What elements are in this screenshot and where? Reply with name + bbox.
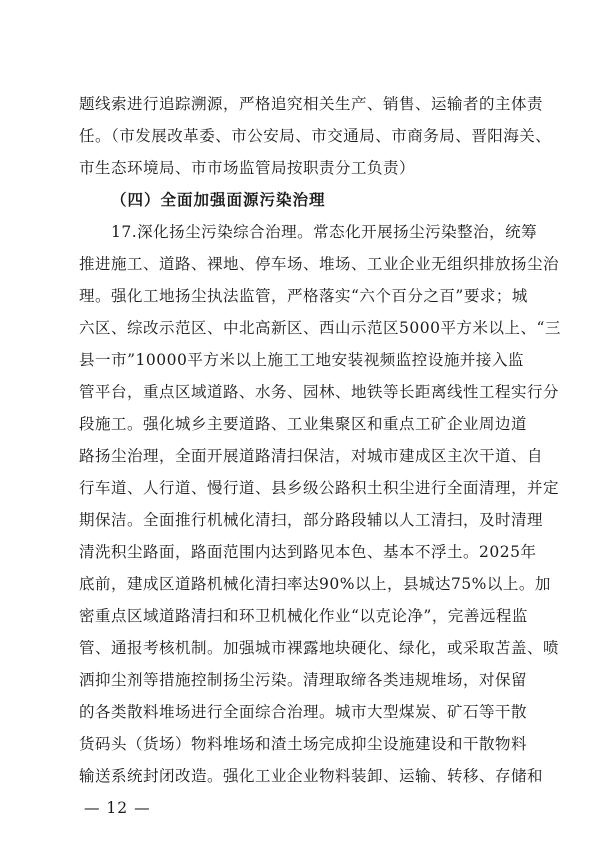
text-line-8: 六区、综改示范区、中北高新区、西山示范区5000平方米以上、“三 <box>79 319 561 337</box>
text-line-18: 管、通报考核机制。加强城市裸露地块硬化、绿化，或采取苫盖、喷 <box>79 639 560 657</box>
text-line-14: 期保洁。全面推行机械化清扫，部分路段辅以人工清扫，及时清理 <box>79 511 544 529</box>
text-line-20: 的各类散料堆场进行全面综合治理。城市大型煤炭、矿石等干散 <box>79 703 528 721</box>
paragraph-start-line: 17.深化扬尘污染综合治理。常态化开展扬尘污染整治，统筹 <box>111 223 538 241</box>
text-line-9: 县一市”10000平方米以上施工工地安装视频监控设施并接入监 <box>79 351 524 369</box>
text-line-21: 货码头（货场）物料堆场和渣土场完成抑尘设施建设和干散物料 <box>79 735 528 753</box>
text-line-15: 清洗积尘路面，路面范围内达到路见本色、基本不浮土。2025年 <box>79 543 537 561</box>
text-line-2: 任。（市发展改革委、市公安局、市交通局、市商务局、晋阳海关、 <box>79 127 552 145</box>
text-line-16: 底前，建成区道路机械化清扫率达90%以上，县城达75%以上。加 <box>79 575 551 593</box>
text-line-7: 理。强化工地扬尘执法监管，严格落实“六个百分之百”要求；城 <box>79 287 528 305</box>
text-line-3: 市生态环境局、市市场监管局按职责分工负责） <box>79 159 416 177</box>
page-number: — 12 — <box>84 799 151 817</box>
text-line-22: 输送系统封闭改造。强化工业企业物料装卸、运输、转移、存储和 <box>79 767 544 785</box>
section-heading: （四）全面加强面源污染治理 <box>111 191 326 209</box>
text-line-1: 题线索进行追踪溯源，严格追究相关生产、销售、运输者的主体责 <box>79 95 544 113</box>
text-line-6: 推进施工、道路、裸地、停车场、堆场、工业企业无组织排放扬尘治 <box>79 255 560 273</box>
text-line-12: 路扬尘治理，全面开展道路清扫保洁，对城市建成区主次干道、自 <box>79 447 544 465</box>
text-line-17: 密重点区域道路清扫和环卫机械化作业“以克论净”，完善远程监 <box>79 607 528 625</box>
text-line-13: 行车道、人行道、慢行道、县乡级公路积土积尘进行全面清理，并定 <box>79 479 560 497</box>
text-line-19: 洒抑尘剂等措施控制扬尘污染。清理取缔各类违规堆场，对保留 <box>79 671 528 689</box>
text-line-11: 段施工。强化城乡主要道路、工业集聚区和重点工矿企业周边道 <box>79 415 528 433</box>
text-line-10: 管平台，重点区域道路、水务、园林、地铁等长距离线性工程实行分 <box>79 383 560 401</box>
